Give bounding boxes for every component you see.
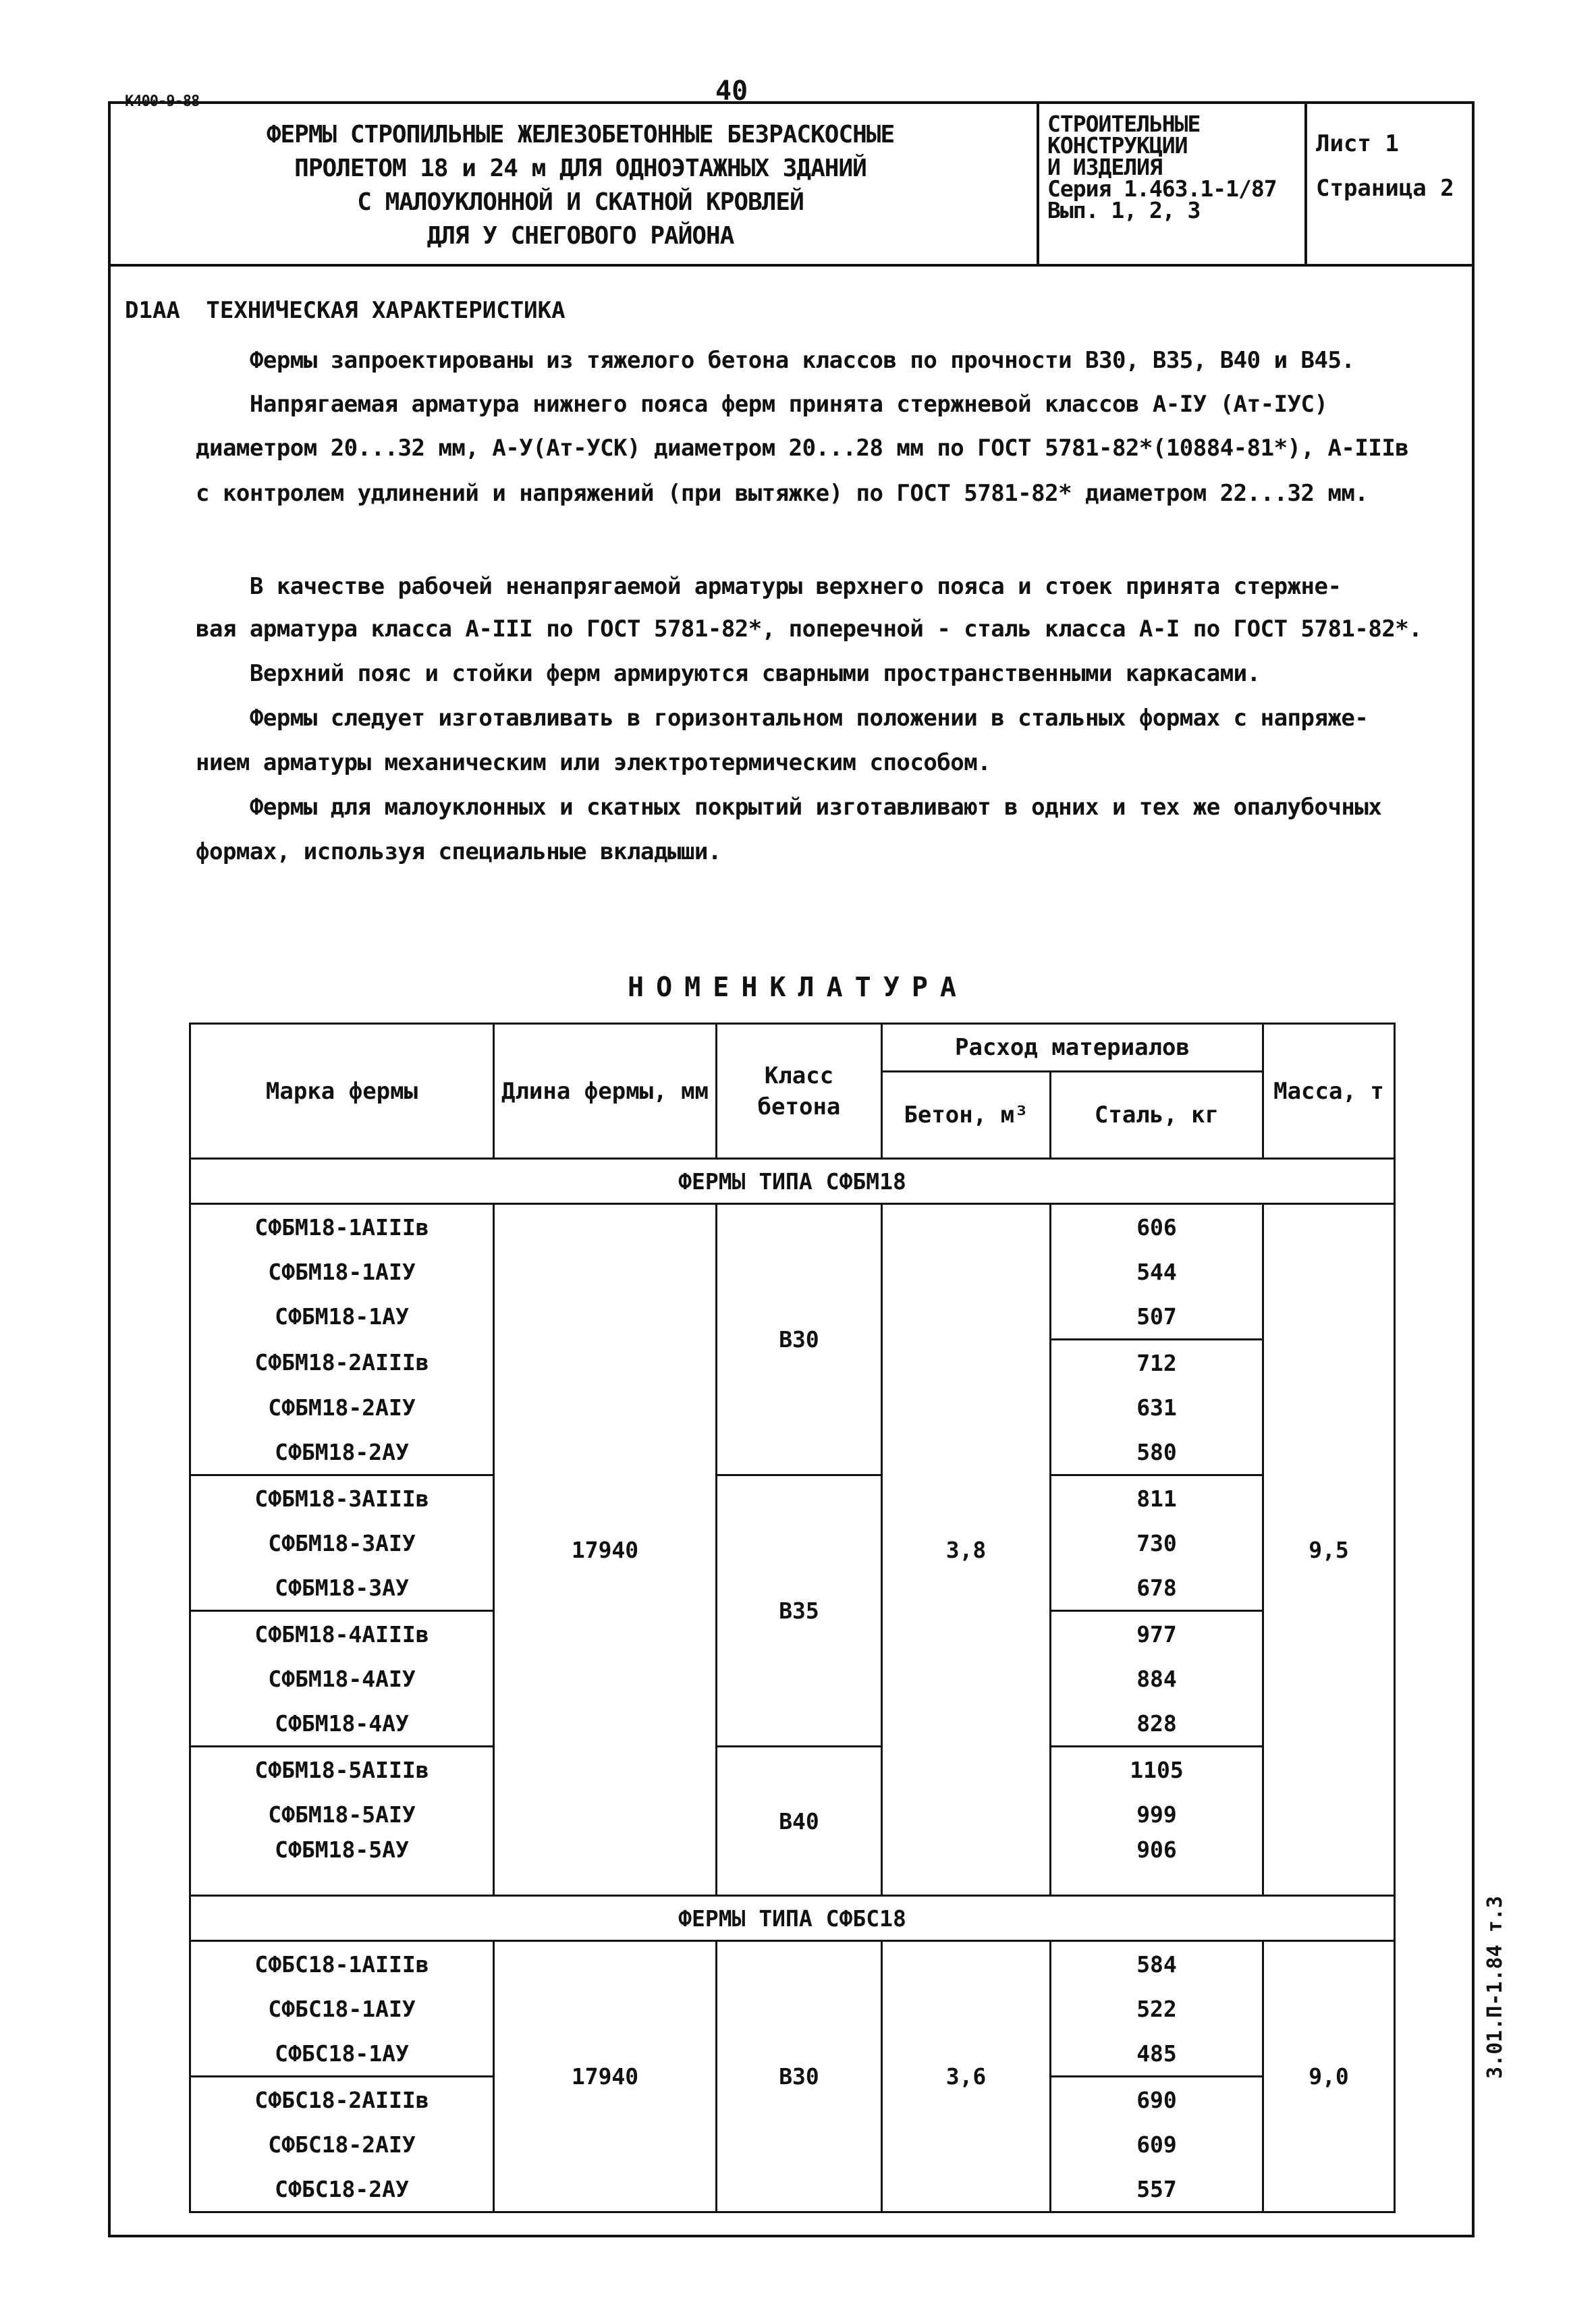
paragraph-line: формах, используя специальные вкладыши. <box>196 838 721 865</box>
nomenclature-title: НОМЕНКЛАТУРА <box>628 972 968 1003</box>
series-line: И ИЗДЕЛИЯ <box>1047 154 1162 180</box>
table-row-mark: СФБМ18-4АУ <box>190 1701 494 1747</box>
table-row-mark: СФБС18-2АУ <box>190 2167 494 2212</box>
steel-cell: 884 <box>1051 1656 1263 1701</box>
section-code: D1AA <box>125 297 180 324</box>
section-title: ТЕХНИЧЕСКАЯ ХАРАКТЕРИСТИКА <box>206 297 566 324</box>
title-line: ФЕРМЫ СТРОПИЛЬНЫЕ ЖЕЛЕЗОБЕТОННЫЕ БЕЗРАСКОСНЫЕ <box>266 121 895 148</box>
paragraph-line: диаметром 20...32 мм, А-У(Ат-УСК) диаметром 20...28 мм по ГОСТ 5781-82*(10884-81*), А-IIIв <box>196 435 1409 462</box>
page-number: 40 <box>715 76 748 107</box>
paragraph-line: Верхний пояс и стойки ферм армируются сварными пространственными каркасами. <box>196 660 1261 687</box>
table-row-mark: СФБМ18-5АIIIв <box>190 1747 494 1793</box>
header-mark: Марка фермы <box>190 1024 494 1159</box>
table-row-mark: СФБС18-1АУ <box>190 2031 494 2077</box>
header-length: Длина фермы, мм <box>494 1024 717 1159</box>
table-row-mark: СФБС18-1АIУ <box>190 1986 494 2031</box>
mass-cell: 9,0 <box>1263 1941 1395 2212</box>
table-row-mark: СФБМ18-4АIIIв <box>190 1611 494 1657</box>
steel-cell: 690 <box>1051 2077 1263 2123</box>
nomenclature-table <box>189 1023 1396 2213</box>
header-mass: Масса, т <box>1263 1024 1395 1159</box>
table-row-mark: СФБМ18-1АУ <box>190 1294 494 1340</box>
table-row-mark: СФБМ18-3АIУ <box>190 1521 494 1565</box>
header-class: Класс бетона <box>717 1024 882 1159</box>
table-row-mark: СФБМ18-5АIУ <box>190 1792 494 1836</box>
table-row-mark: СФБМ18-3АIIIв <box>190 1475 494 1521</box>
table-row-mark: СФБМ18-2АУ <box>190 1430 494 1475</box>
side-code: 3.01.П-1.84 т.3 <box>1483 1896 1507 2079</box>
paragraph-line: нием арматуры механическим или электротермическим способом. <box>196 749 991 776</box>
steel-cell: 580 <box>1051 1430 1263 1475</box>
header-concrete: Бетон, м³ <box>882 1072 1051 1159</box>
steel-cell: 609 <box>1051 2122 1263 2167</box>
series-line: СТРОИТЕЛЬНЫЕ <box>1047 111 1201 137</box>
steel-cell: 999 <box>1051 1792 1263 1836</box>
title-line: С МАЛОУКЛОННОЙ И СКАТНОЙ КРОВЛЕЙ <box>357 188 804 216</box>
steel-cell: 507 <box>1051 1294 1263 1340</box>
paragraph-line: Фермы запроектированы из тяжелого бетона классов по прочности В30, В35, В40 и В45. <box>196 347 1355 374</box>
title-divider-1 <box>1037 101 1039 267</box>
length-cell: 17940 <box>494 1204 717 1896</box>
page-line: Страница 2 <box>1316 175 1454 202</box>
table-row-mark: СФБМ18-3АУ <box>190 1565 494 1611</box>
paragraph-line: Фермы для малоуклонных и скатных покрытий изготавливают в одних и тех же опалубочных <box>196 794 1382 821</box>
table-row-mark: СФБМ18-5АУ <box>190 1836 494 1896</box>
steel-cell: 977 <box>1051 1611 1263 1657</box>
header-steel: Сталь, кг <box>1051 1072 1263 1159</box>
table-row-mark: СФБС18-2АIIIв <box>190 2077 494 2123</box>
length-cell: 17940 <box>494 1941 717 2212</box>
document-code: К400-9-88 <box>125 93 200 110</box>
sheet-info <box>1316 121 1471 211</box>
steel-cell: 557 <box>1051 2167 1263 2212</box>
paragraph-line: Напрягаемая арматура нижнего пояса ферм принята стержневой классов А-IУ (Ат-IУС) <box>196 391 1328 418</box>
concrete-volume-cell: 3,8 <box>882 1204 1051 1896</box>
steel-cell: 730 <box>1051 1521 1263 1565</box>
steel-cell: 678 <box>1051 1565 1263 1611</box>
series-line: Вып. 1, 2, 3 <box>1047 197 1201 223</box>
sheet-line: Лист 1 <box>1316 130 1399 157</box>
class-cell: В30 <box>717 1204 882 1475</box>
steel-cell: 522 <box>1051 1986 1263 2031</box>
steel-cell: 584 <box>1051 1941 1263 1987</box>
table-row-mark: СФБМ18-1АIIIв <box>190 1204 494 1250</box>
steel-cell: 544 <box>1051 1249 1263 1294</box>
paragraph-line: вая арматура класса А-III по ГОСТ 5781-82*, поперечной - сталь класса А-I по ГОСТ 5781-82*. <box>196 616 1423 643</box>
steel-cell: 906 <box>1051 1836 1263 1896</box>
table-row-mark: СФБМ18-1АIУ <box>190 1249 494 1294</box>
paragraph-line: Фермы следует изготавливать в горизонтальном положении в стальных формах с напряже- <box>196 705 1369 732</box>
section-heading <box>125 297 566 324</box>
steel-cell: 828 <box>1051 1701 1263 1747</box>
steel-cell: 631 <box>1051 1385 1263 1430</box>
table-row-mark: СФБМ18-2АIУ <box>190 1385 494 1430</box>
concrete-volume-cell: 3,6 <box>882 1941 1051 2212</box>
steel-cell: 606 <box>1051 1204 1263 1250</box>
title-divider-2 <box>1304 101 1307 267</box>
series-line: КОНСТРУКЦИИ <box>1047 132 1188 159</box>
group-title: ФЕРМЫ ТИПА СФБМ18 <box>190 1159 1395 1204</box>
mass-cell: 9,5 <box>1263 1204 1395 1896</box>
class-cell: В30 <box>717 1941 882 2212</box>
steel-cell: 1105 <box>1051 1747 1263 1793</box>
title-line: ПРОЛЕТОМ 18 и 24 м ДЛЯ ОДНОЭТАЖНЫХ ЗДАНИЙ <box>294 155 866 182</box>
series-line: Серия 1.463.1-1/87 <box>1047 175 1277 202</box>
paragraph-line: с контролем удлинений и напряжений (при вытяжке) по ГОСТ 5781-82* диаметром 22...32 мм. <box>196 480 1369 507</box>
document-title <box>135 118 1026 253</box>
class-cell: В35 <box>717 1475 882 1747</box>
steel-cell: 712 <box>1051 1340 1263 1386</box>
table-row-mark: СФБМ18-4АIУ <box>190 1656 494 1701</box>
group-title: ФЕРМЫ ТИПА СФБС18 <box>190 1896 1395 1941</box>
table-row-mark: СФБС18-2АIУ <box>190 2122 494 2167</box>
class-cell: В40 <box>717 1747 882 1896</box>
table-row-mark: СФБМ18-2АIIIв <box>190 1340 494 1386</box>
series-info <box>1047 113 1304 221</box>
steel-cell: 811 <box>1051 1475 1263 1521</box>
steel-cell: 485 <box>1051 2031 1263 2077</box>
header-materials: Расход материалов <box>882 1024 1263 1072</box>
paragraph-line: В качестве рабочей ненапрягаемой арматуры верхнего пояса и стоек принята стержне- <box>196 573 1342 600</box>
table-row-mark: СФБС18-1АIIIв <box>190 1941 494 1987</box>
title-line: ДЛЯ У СНЕГОВОГО РАЙОНА <box>426 222 734 250</box>
